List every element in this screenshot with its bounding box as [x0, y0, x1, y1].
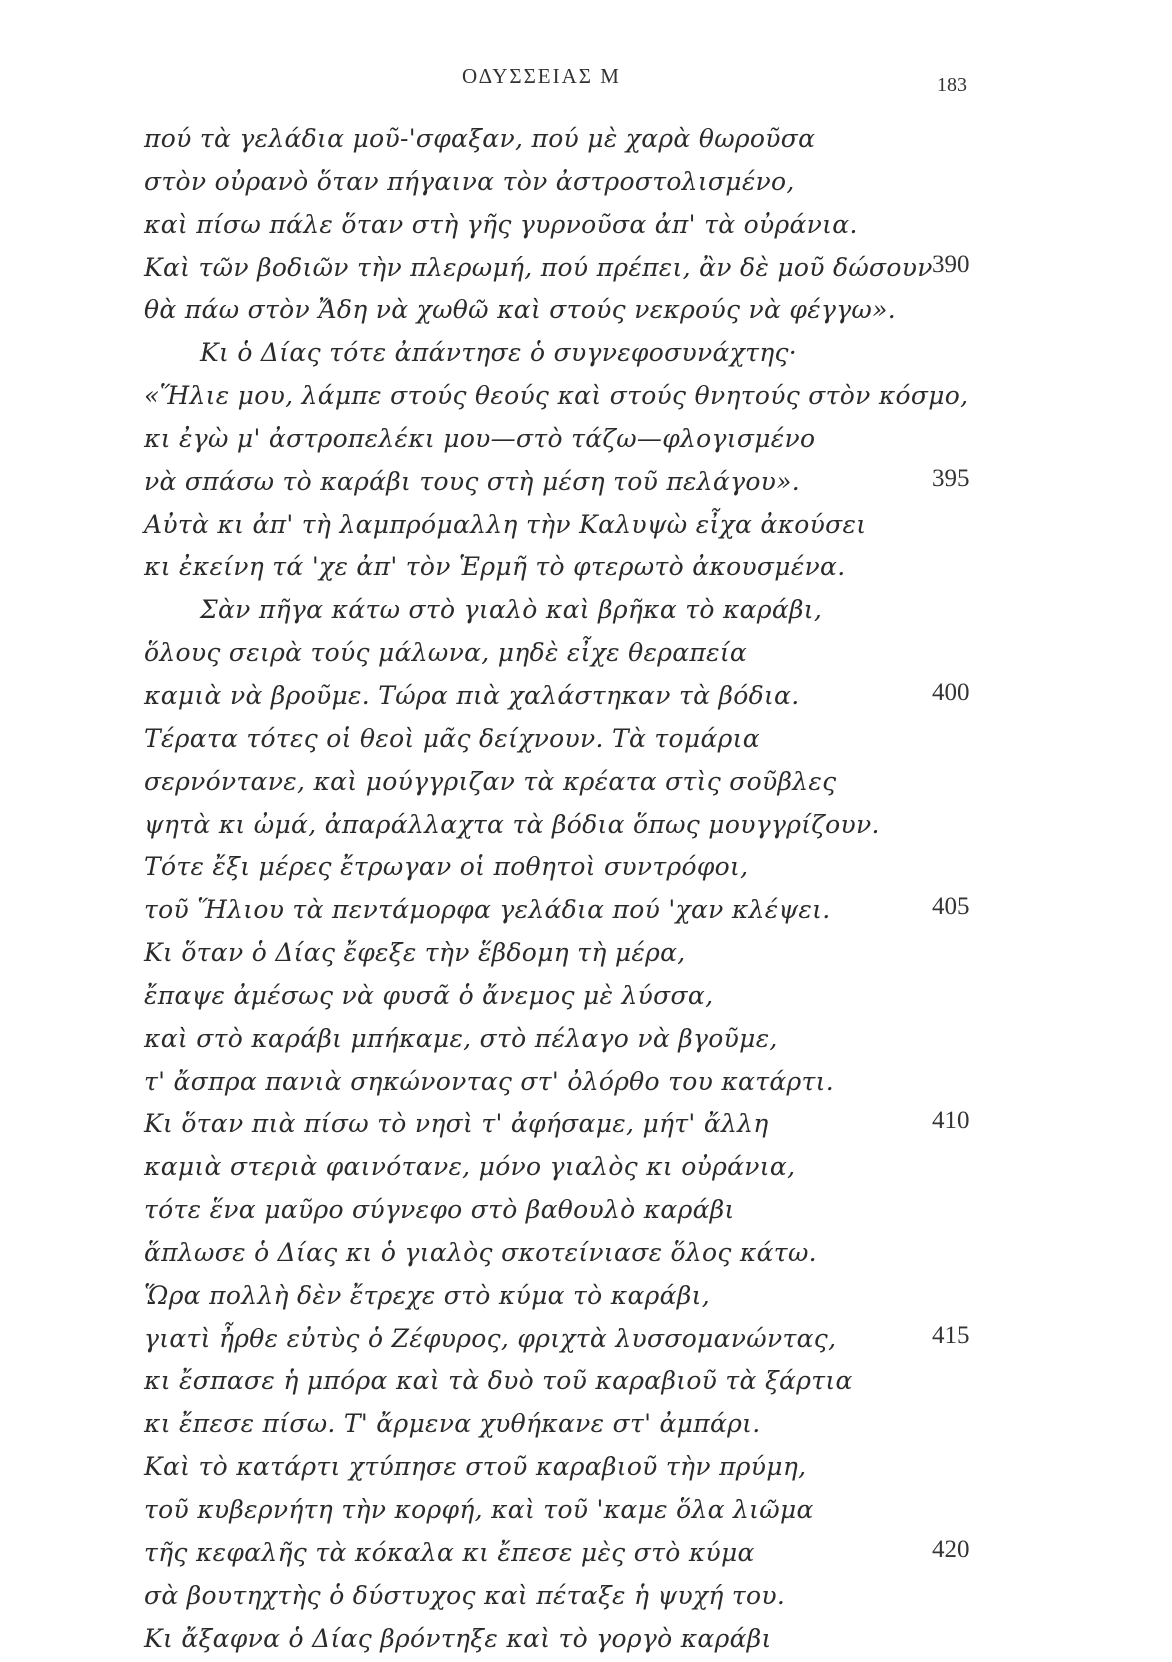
verse-text: Κι ἄξαφνα ὁ Δίας βρόντηξε καὶ τὸ γοργὸ καράβι	[144, 1623, 772, 1653]
verse-line	[0, 1063, 1172, 1106]
verse-line	[0, 1191, 1172, 1234]
verse-text: καὶ στὸ καράβι μπήκαμε, στὸ πέλαγο νὰ βγοῦμε,	[144, 1023, 778, 1053]
verse-line	[0, 420, 1172, 463]
verse-text: Σὰν πῆγα κάτω στὸ γιαλὸ καὶ βρῆκα τὸ καράβι,	[200, 595, 823, 625]
verse-line	[0, 1277, 1172, 1320]
verse-line	[0, 1405, 1172, 1448]
verse-text: Τότε ἔξι μέρες ἔτρωγαν οἱ ποθητοὶ συντρόφοι,	[144, 852, 749, 882]
verse-text: ἔπαψε ἀμέσως νὰ φυσᾶ ὁ ἄνεμος μὲ λύσσα,	[144, 980, 714, 1010]
verse-line	[0, 463, 1172, 506]
line-number: 400	[932, 678, 970, 706]
verse-text: ἅπλωσε ὁ Δίας κι ὁ γιαλὸς σκοτείνιασε ὅλος κάτω.	[144, 1237, 817, 1267]
verse-text: σερνόντανε, καὶ μούγγριζαν τὰ κρέατα στὶς σοῦβλες	[144, 766, 837, 796]
verse-text: νὰ σπάσω τὸ καράβι τους στὴ μέση τοῦ πελάγου».	[144, 466, 801, 496]
line-number: 415	[932, 1321, 970, 1349]
verse-line	[0, 1105, 1172, 1148]
verse-line	[0, 206, 1172, 249]
verse-line	[0, 120, 1172, 163]
verse-line	[0, 806, 1172, 849]
verse-text: Κι ὅταν πιὰ πίσω τὸ νησὶ τ' ἀφήσαμε, μήτ' ἄλλη	[144, 1109, 769, 1139]
running-head	[0, 64, 1172, 94]
verse-text: Κι ὅταν ὁ Δίας ἔφεξε τὴν ἕβδομη τὴ μέρα,	[144, 938, 686, 968]
verse-line	[0, 891, 1172, 934]
verse-text: ψητὰ κι ὠμά, ἀπαράλλαχτα τὰ βόδια ὅπως μουγγρίζουν.	[144, 809, 880, 839]
verse-line	[0, 1148, 1172, 1191]
verse-line	[0, 848, 1172, 891]
verse-line	[0, 548, 1172, 591]
verse-line	[0, 1020, 1172, 1063]
line-number: 395	[932, 464, 970, 492]
verse-line	[0, 634, 1172, 677]
verse-text: τῆς κεφαλῆς τὰ κόκαλα κι ἔπεσε μὲς στὸ κύμα	[144, 1537, 755, 1567]
verse-text: θὰ πάω στὸν Ἄδη νὰ χωθῶ καὶ στούς νεκρούς νὰ φέγγω».	[144, 295, 896, 325]
verse-text: πού τὰ γελάδια μοῦ-'σφαξαν, πού μὲ χαρὰ θωροῦσα	[144, 124, 816, 153]
verse-line	[0, 934, 1172, 977]
verse-text: κι ἐγὼ μ' ἀστροπελέκι μου—στὸ τάζω—φλογισμένο	[144, 423, 816, 453]
verse-line	[0, 1491, 1172, 1534]
verse-text: τ' ἄσπρα πανιὰ σηκώνοντας στ' ὀλόρθο του κατάρτι.	[144, 1066, 835, 1096]
verse-text: καὶ πίσω πάλε ὅταν στὴ γῆς γυρνοῦσα ἀπ' τὰ οὐράνια.	[144, 209, 858, 239]
verse-text: τοῦ Ἥλιου τὰ πεντάμορφα γελάδια πού 'χαν κλέψει.	[144, 895, 831, 925]
verse-text: γιατὶ ἦρθε εὐτὺς ὁ Ζέφυρος, φριχτὰ λυσσομανώντας,	[144, 1323, 837, 1353]
verse-text: σὰ βουτηχτὴς ὁ δύστυχος καὶ πέταξε ἡ ψυχή του.	[144, 1580, 786, 1610]
verse-text: Κι ὁ Δίας τότε ἀπάντησε ὁ συγνεφοσυνάχτης·	[200, 338, 798, 368]
verse-line	[0, 720, 1172, 763]
verse-line	[0, 1362, 1172, 1405]
verse-line	[0, 1534, 1172, 1577]
verse-line	[0, 249, 1172, 292]
verse-line	[0, 1620, 1172, 1662]
verse-line	[0, 1577, 1172, 1620]
verse-text: τότε ἕνα μαῦρο σύγνεφο στὸ βαθουλὸ καράβι	[144, 1195, 735, 1225]
verse-line	[0, 334, 1172, 377]
verse-text: καμιὰ νὰ βροῦμε. Τώρα πιὰ χαλάστηκαν τὰ βόδια.	[144, 680, 800, 710]
verse-line	[0, 591, 1172, 634]
verse-text: Τέρατα τότες οἱ θεοὶ μᾶς δείχνουν. Τὰ τομάρια	[144, 723, 760, 753]
verse-line	[0, 506, 1172, 549]
page-number: 183	[937, 74, 967, 96]
verse-line	[0, 677, 1172, 720]
verse-text: καμιὰ στεριὰ φαινότανε, μόνο γιαλὸς κι οὐράνια,	[144, 1152, 796, 1182]
line-number: 405	[932, 893, 970, 921]
verse-text: Αὐτὰ κι ἀπ' τὴ λαμπρόμαλλη τὴν Καλυψὼ εἶχα ἀκούσει	[144, 509, 867, 539]
verse-text: Καὶ τῶν βοδιῶν τὴν πλερωμή, πού πρέπει, ἂν δὲ μοῦ δώσουν	[144, 252, 933, 282]
verse-text: Ὥρα πολλὴ δὲν ἔτρεχε στὸ κύμα τὸ καράβι,	[144, 1280, 710, 1310]
verse-line	[0, 1320, 1172, 1363]
line-number: 420	[932, 1535, 970, 1563]
verse-line	[0, 1448, 1172, 1491]
verse-text: στὸν οὐρανὸ ὅταν πήγαινα τὸν ἀστροστολισμένο,	[144, 166, 795, 196]
verse-line	[0, 291, 1172, 334]
verse-text: «Ἥλιε μου, λάμπε στούς θεούς καὶ στούς θνητούς στὸν κόσμο,	[144, 381, 969, 411]
verse-text: κι ἔσπασε ἡ μπόρα καὶ τὰ δυὸ τοῦ καραβιοῦ τὰ ξάρτια	[144, 1366, 853, 1396]
verse-text: ὅλους σειρὰ τούς μάλωνα, μηδὲ εἶχε θεραπεία	[144, 638, 748, 668]
verse-text: Καὶ τὸ κατάρτι χτύπησε στοῦ καραβιοῦ τὴν πρύμη,	[144, 1452, 807, 1482]
verse-text: κι ἔπεσε πίσω. Τ' ἄρμενα χυθήκανε στ' ἀμπάρι.	[144, 1409, 761, 1439]
line-number: 410	[932, 1107, 970, 1135]
verse-line	[0, 163, 1172, 206]
verse-line	[0, 377, 1172, 420]
line-number: 390	[932, 250, 970, 278]
verse-text: κι ἐκείνη τά 'χε ἀπ' τὸν Ἑρμῆ τὸ φτερωτὸ ἀκουσμένα.	[144, 552, 846, 582]
verse-block	[0, 120, 1172, 1653]
running-title: ΟΔΥΣΣΕΙΑΣ Μ	[462, 64, 621, 88]
verse-line	[0, 763, 1172, 806]
verse-line	[0, 1234, 1172, 1277]
verse-line	[0, 977, 1172, 1020]
verse-text: τοῦ κυβερνήτη τὴν κορφή, καὶ τοῦ 'καμε ὅλα λιῶμα	[144, 1495, 814, 1524]
